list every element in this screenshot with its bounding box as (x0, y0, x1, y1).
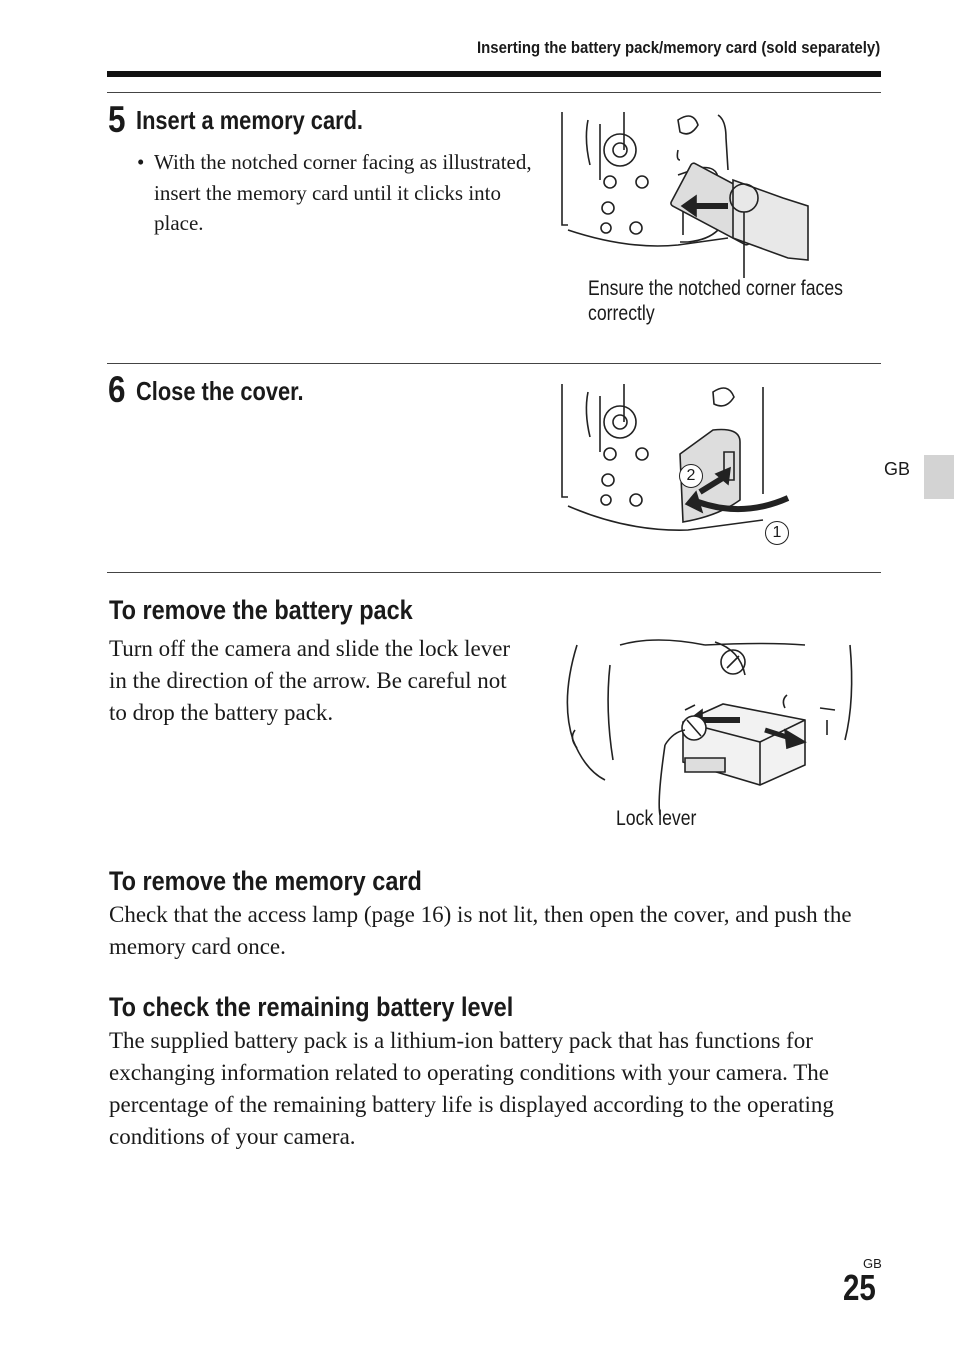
remove-battery-illustration (565, 640, 855, 805)
step5-title: Insert a memory card. (136, 105, 363, 135)
gb-side-tab (924, 455, 954, 499)
battery-level-text: The supplied battery pack is a lithium-ion battery pack that has functions for exchanging information related to operating conditions with your camera. The percentage of the remaining battery life is displayed according to the operating conditions of your camera. (109, 1028, 834, 1149)
remove-card-heading: To remove the memory card (109, 866, 422, 896)
step5-figure-caption (588, 276, 843, 326)
step5-top-rule (107, 92, 881, 93)
insert-memory-card-illustration (558, 110, 828, 270)
step5-bullet: • (137, 150, 145, 174)
running-header: Inserting the battery pack/memory card (sold separately) (476, 38, 880, 57)
gb-side-tab-label: GB (884, 459, 911, 479)
step5-caption-text: Ensure the notched corner faces correctly (588, 277, 843, 325)
page-number: 25 (843, 1267, 876, 1308)
callout-1-marker: 1 (765, 521, 789, 545)
step6-number: 6 (108, 369, 126, 410)
section-rule (107, 572, 881, 573)
remove-battery-heading: To remove the battery pack (109, 595, 413, 625)
callout-2-marker: 2 (679, 464, 703, 488)
lock-lever-caption: Lock lever (616, 807, 697, 830)
step5-instruction: With the notched corner facing as illustrated, insert the memory card until it clicks into place. (154, 150, 532, 235)
step6-title: Close the cover. (136, 376, 304, 406)
battery-level-heading: To check the remaining battery level (109, 992, 514, 1022)
step6-top-rule (107, 363, 881, 364)
step5-number: 5 (108, 99, 126, 140)
header-rule (107, 71, 881, 77)
remove-battery-text: Turn off the camera and slide the lock lever in the direction of the arrow. Be careful not to drop the battery pack. (109, 636, 511, 725)
close-cover-illustration (558, 382, 798, 547)
page-region-label: GB (863, 1256, 882, 1271)
remove-card-text: Check that the access lamp (page 16) is not lit, then open the cover, and push the memory card once. (109, 902, 852, 959)
